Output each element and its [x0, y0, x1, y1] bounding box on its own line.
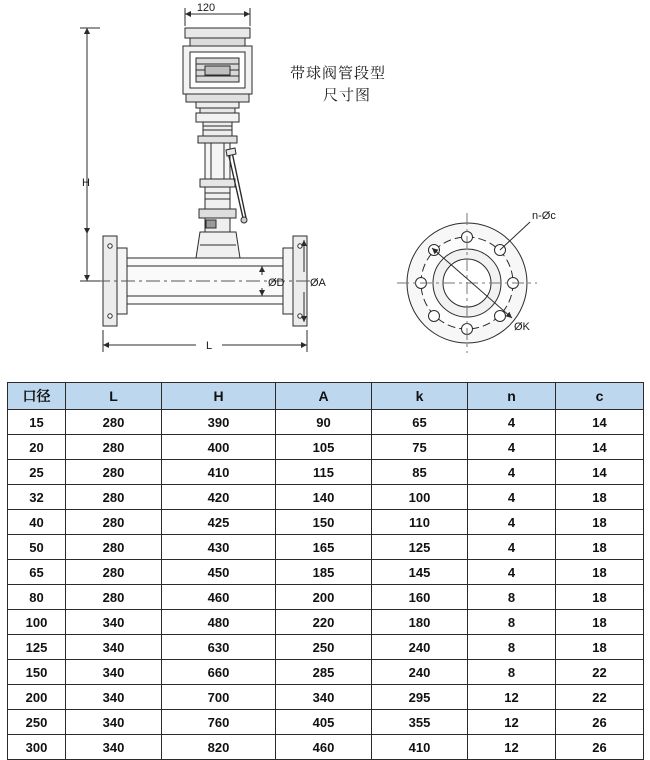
label-height: H [82, 177, 90, 189]
table-cell: 285 [276, 660, 372, 685]
table-row [8, 510, 644, 535]
table-cell: 480 [162, 610, 276, 635]
table-cell: 115 [276, 460, 372, 485]
table-body [8, 410, 644, 760]
table-cell: 400 [162, 435, 276, 460]
table-cell: 65 [8, 560, 66, 585]
table-cell: 450 [162, 560, 276, 585]
table-cell: 295 [372, 685, 468, 710]
table-cell: 26 [556, 710, 644, 735]
table-cell: 50 [8, 535, 66, 560]
table-cell: 26 [556, 735, 644, 760]
table-header-row [8, 383, 644, 410]
table-cell: 340 [66, 635, 162, 660]
table-cell: 660 [162, 660, 276, 685]
table-cell: 12 [468, 710, 556, 735]
table-cell: 280 [66, 485, 162, 510]
table-row [8, 585, 644, 610]
label-dia-d: ØD [268, 277, 285, 289]
table-cell: 145 [372, 560, 468, 585]
table-cell: 20 [8, 435, 66, 460]
table-cell: 405 [276, 710, 372, 735]
table-cell: 4 [468, 410, 556, 435]
transmitter-housing [183, 28, 252, 108]
table-row [8, 660, 644, 685]
table-cell: 8 [468, 635, 556, 660]
table-cell: 150 [276, 510, 372, 535]
table-cell: 90 [276, 410, 372, 435]
table-cell: 8 [468, 585, 556, 610]
label-length: L [205, 340, 213, 352]
table-cell: 820 [162, 735, 276, 760]
table-row [8, 735, 644, 760]
table-cell: 355 [372, 710, 468, 735]
table-cell: 25 [8, 460, 66, 485]
table-cell: 22 [556, 685, 644, 710]
table-cell: 300 [8, 735, 66, 760]
table-cell: 40 [8, 510, 66, 535]
table-cell: 22 [556, 660, 644, 685]
table-header-cell: H [162, 383, 276, 410]
table-cell: 280 [66, 535, 162, 560]
table-cell: 340 [66, 610, 162, 635]
table-cell: 420 [162, 485, 276, 510]
table-cell: 8 [468, 660, 556, 685]
table-cell: 100 [8, 610, 66, 635]
table-cell: 65 [372, 410, 468, 435]
label-dia-a: ØA [310, 277, 326, 289]
table-cell: 700 [162, 685, 276, 710]
table-row [8, 635, 644, 660]
table-cell: 4 [468, 535, 556, 560]
table-cell: 340 [66, 660, 162, 685]
table-cell: 280 [66, 410, 162, 435]
table-cell: 460 [276, 735, 372, 760]
table-header-cell: L [66, 383, 162, 410]
table-row [8, 435, 644, 460]
table-header-cell: n [468, 383, 556, 410]
table-row [8, 685, 644, 710]
specification-table [7, 382, 644, 760]
table-cell: 12 [468, 735, 556, 760]
table-cell: 220 [276, 610, 372, 635]
label-top-width: 120 [196, 2, 216, 14]
table-row [8, 410, 644, 435]
table-row [8, 485, 644, 510]
label-dia-k: ØK [514, 321, 530, 333]
table-cell: 75 [372, 435, 468, 460]
table-cell: 14 [556, 460, 644, 485]
table-cell: 18 [556, 485, 644, 510]
table-cell: 760 [162, 710, 276, 735]
table-cell: 630 [162, 635, 276, 660]
table-cell: 15 [8, 410, 66, 435]
table-cell: 165 [276, 535, 372, 560]
table-row [8, 710, 644, 735]
table-row [8, 560, 644, 585]
diagram-title-line2: 尺寸图 [323, 87, 372, 104]
table-cell: 125 [372, 535, 468, 560]
label-holes: n-Øc [532, 210, 556, 222]
table-cell: 110 [372, 510, 468, 535]
table-cell: 280 [66, 560, 162, 585]
table-cell: 340 [276, 685, 372, 710]
table-cell: 4 [468, 435, 556, 460]
table-row [8, 535, 644, 560]
table-cell: 18 [556, 585, 644, 610]
table-cell: 410 [162, 460, 276, 485]
table-cell: 4 [468, 510, 556, 535]
table-cell: 280 [66, 435, 162, 460]
table-cell: 280 [66, 585, 162, 610]
table-cell: 250 [8, 710, 66, 735]
table-cell: 150 [8, 660, 66, 685]
table-cell: 8 [468, 610, 556, 635]
table-cell: 425 [162, 510, 276, 535]
table-header-cell: k [372, 383, 468, 410]
table-cell: 14 [556, 435, 644, 460]
table-header-cell: c [556, 383, 644, 410]
table-cell: 4 [468, 485, 556, 510]
table-cell: 18 [556, 635, 644, 660]
table-cell: 18 [556, 510, 644, 535]
table-cell: 280 [66, 460, 162, 485]
table-cell: 160 [372, 585, 468, 610]
table-cell: 240 [372, 635, 468, 660]
table-cell: 105 [276, 435, 372, 460]
table-cell: 410 [372, 735, 468, 760]
table-cell: 280 [66, 510, 162, 535]
table-cell: 430 [162, 535, 276, 560]
table-row [8, 460, 644, 485]
table-cell: 18 [556, 610, 644, 635]
table-cell: 100 [372, 485, 468, 510]
table-cell: 4 [468, 460, 556, 485]
diagram-title-line1: 带球阀管段型 [290, 65, 387, 82]
table-cell: 4 [468, 560, 556, 585]
table-cell: 390 [162, 410, 276, 435]
table-cell: 340 [66, 735, 162, 760]
table-cell: 12 [468, 685, 556, 710]
table-cell: 340 [66, 710, 162, 735]
table-cell: 200 [276, 585, 372, 610]
table-header-cell: A [276, 383, 372, 410]
table-cell: 180 [372, 610, 468, 635]
table-cell: 240 [372, 660, 468, 685]
table-cell: 250 [276, 635, 372, 660]
table-cell: 140 [276, 485, 372, 510]
table-cell: 18 [556, 560, 644, 585]
table-cell: 185 [276, 560, 372, 585]
table-header-cell: 口径 [8, 383, 66, 410]
dim-height [80, 28, 100, 281]
table-row [8, 610, 644, 635]
table-cell: 80 [8, 585, 66, 610]
table-cell: 200 [8, 685, 66, 710]
table-cell: 460 [162, 585, 276, 610]
table-cell: 18 [556, 535, 644, 560]
table-cell: 85 [372, 460, 468, 485]
table-cell: 32 [8, 485, 66, 510]
table-cell: 14 [556, 410, 644, 435]
table-cell: 340 [66, 685, 162, 710]
table-cell: 125 [8, 635, 66, 660]
dim-top-width [185, 8, 250, 26]
